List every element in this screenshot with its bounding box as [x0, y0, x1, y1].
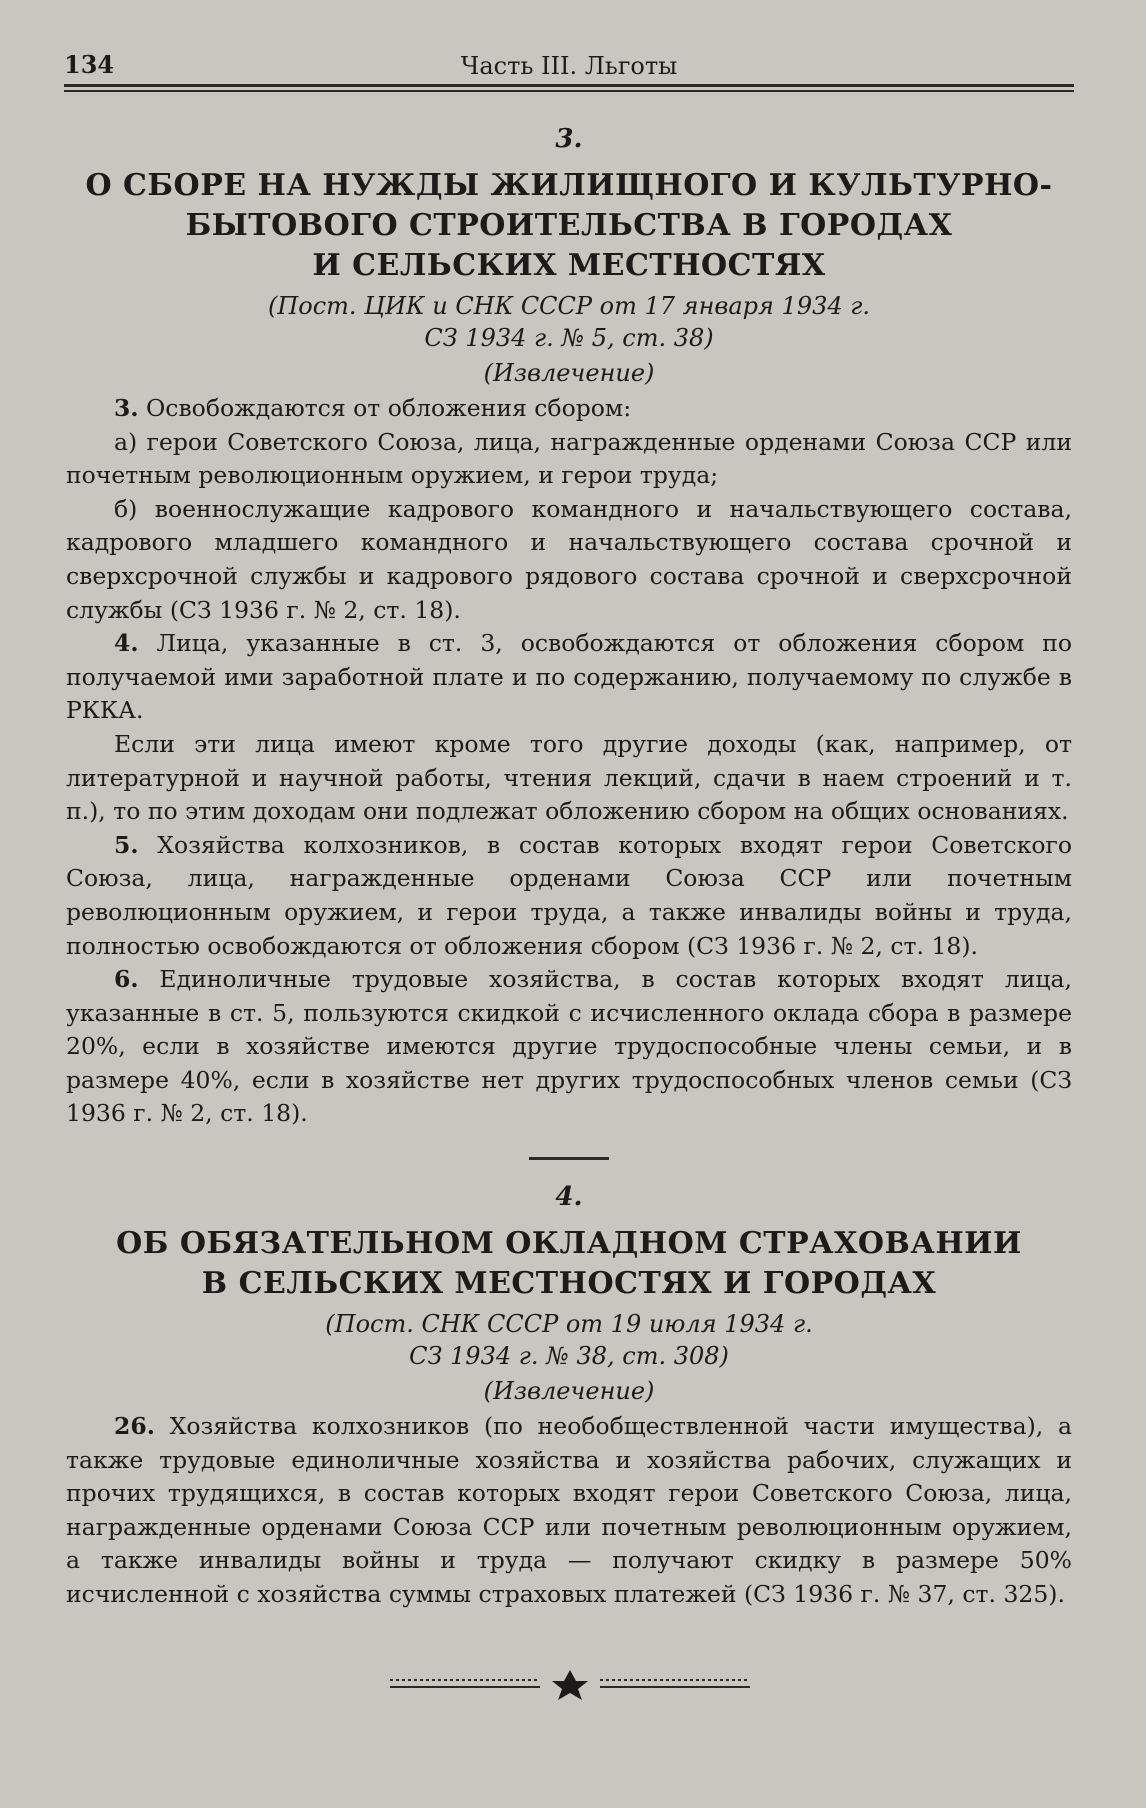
title-line: ОБ ОБЯЗАТЕЛЬНОМ ОКЛАДНОМ СТРАХОВАНИИ — [116, 1226, 1022, 1262]
article-number: 3. — [114, 394, 139, 422]
article-number: 6. — [114, 965, 139, 994]
paragraph-text: Хозяйства колхозников (по необобществленной части имущества), а также трудовые единоличные хозяйства и хозяйства рабочих, служащих и прочих трудящихся, в состав которых входят герои Советского Союза, лица, награжденные орденами Союза ССР или почетным революционным оружием, а также инвалиды войны и труда — получают скидку в размере 50% исчисленной с хозяйства суммы страховых платежей (СЗ 1936 г. № 37, ст. 325). — [66, 1412, 1072, 1609]
article-paragraph — [66, 627, 1072, 728]
section-number: 4. — [555, 1182, 583, 1213]
end-ornament — [390, 1668, 750, 1702]
article-number: 26. — [114, 1412, 155, 1441]
running-head — [64, 44, 1074, 80]
source-line: СЗ 1934 г. № 5, ст. 38) — [424, 324, 714, 352]
star-icon — [552, 1670, 588, 1700]
header-rule — [64, 84, 1074, 87]
section — [66, 1182, 1072, 1612]
article-paragraph — [66, 426, 1072, 493]
paragraph-text: Лица, указанные в ст. 3, освобождаются от обложения сбором по получаемой ими заработной плате и по содержанию, получаемому по службе в РККА. — [66, 629, 1072, 725]
source-citation — [66, 1308, 1072, 1372]
title-line: И СЕЛЬСКИХ МЕСТНОСТЯХ — [312, 248, 826, 283]
title-line: В СЕЛЬСКИХ МЕСТНОСТЯХ И ГОРОДАХ — [201, 1266, 937, 1302]
title-line: О СБОРЕ НА НУЖДЫ ЖИЛИЩНОГО И КУЛЬТУРНО- — [85, 168, 1053, 203]
extract-label: (Извлечение) — [483, 1377, 655, 1406]
article-number: 5. — [114, 830, 139, 859]
section-number: 3. — [555, 124, 583, 154]
source-line: СЗ 1934 г. № 38, ст. 308) — [409, 1342, 729, 1371]
header-rule — [64, 90, 1074, 92]
page-number: 134 — [64, 50, 115, 79]
title-line: БЫТОВОГО СТРОИТЕЛЬСТВА В ГОРОДАХ — [185, 208, 953, 243]
paragraph-text: Если эти лица имеют кроме того другие доходы (как, например, от литературной и научной работы, чтения лекций, сдачи в наем строений и т. п.), то по этим доходам они подлежат обложению сбором на общих основаниях. — [66, 729, 1072, 826]
article-paragraph — [66, 829, 1072, 963]
article-paragraph — [66, 963, 1072, 1131]
paragraph-text: Хозяйства колхозников, в состав которых входят герои Советского Союза, лица, награжденные орденами Союза ССР или почетным революционным оружием, и герои труда, а также инвалиды войны и труда, полностью освобождаются от обложения сбором (СЗ 1936 г. № 2, ст. 18). — [66, 830, 1072, 960]
part-title: Часть III. Льготы — [460, 52, 678, 80]
paragraph-text: б) военнослужащие кадрового командного и начальствующего состава, кадрового младшего командного и начальствующего состава срочной и сверхсрочной службы и кадрового рядового состава срочной и сверхсрочной службы (СЗ 1936 г. № 2, ст. 18). — [66, 494, 1072, 624]
section-divider — [529, 1157, 609, 1160]
section — [66, 124, 1072, 1131]
section-title — [66, 166, 1072, 286]
article-paragraph — [66, 728, 1072, 829]
extract-label: (Извлечение) — [483, 359, 655, 387]
paragraph-text: Освобождаются от обложения сбором: — [138, 394, 632, 422]
content — [66, 124, 1072, 1612]
article-paragraph — [66, 493, 1072, 627]
article-paragraph — [66, 1410, 1072, 1612]
source-line: (Пост. СНК СССР от 19 июля 1934 г. — [325, 1310, 813, 1339]
section-title — [66, 1224, 1072, 1304]
source-line: (Пост. ЦИК и СНК СССР от 17 января 1934 г. — [267, 292, 871, 320]
article-number: 4. — [114, 629, 139, 658]
source-citation — [66, 290, 1072, 354]
paragraph-text: Единоличные трудовые хозяйства, в состав которых входят лица, указанные в ст. 5, пользуются скидкой с исчисленного оклада сбора в размере 20%, если в хозяйстве имеются другие трудоспособные члены семьи, и в размере 40%, если в хозяйстве нет других трудоспособных членов семьи (СЗ 1936 г. № 2, ст. 18). — [66, 965, 1072, 1128]
paragraph-text: а) герои Советского Союза, лица, награжденные орденами Союза ССР или почетным революционным оружием, и герои труда; — [66, 427, 1072, 490]
article-paragraph — [66, 392, 1072, 426]
